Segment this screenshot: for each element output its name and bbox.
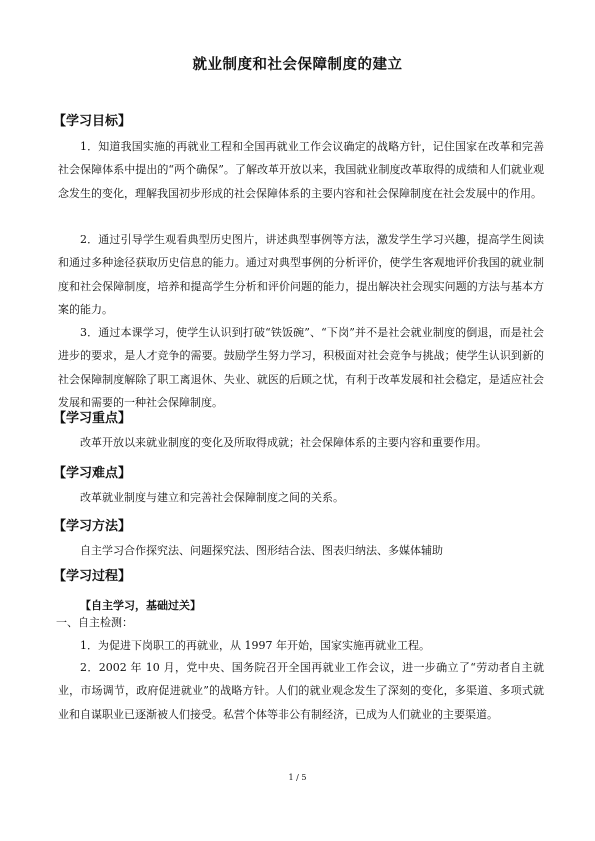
- self-check-label: 一、自主检测：: [56, 616, 133, 629]
- self-check-item-2: 2．2002 年 10 月，党中央、国务院召开全国再就业工作会议，进一步确立了“劳动者自主就业，市场调节，政府促进就业”的战略方针。人们的就业观念发生了深刻的变化，多渠道、多项式就业和自谋职业已逐渐被人们接受。私营个体等非公有制经济，已成为人们就业的主要渠道。: [58, 661, 544, 721]
- self-study-subheading: 【自主学习，基础过关】: [80, 599, 201, 612]
- objective-paragraph-3: 3．通过本课学习，使学生认识到打破“铁饭碗”、“下岗”并不是社会就业制度的倒退，而是社会进步的要求，是人才竞争的需要。鼓励学生努力学习，积极面对社会竞争与挑战；使学生认识到新的社会保障制度解除了职工离退休、失业、就医的后顾之忧，有利于改革发展和社会稳定，是适应社会发展和需要的一种社会保障制度。: [58, 326, 544, 410]
- section-heading-difficulties: 【学习难点】: [53, 466, 132, 481]
- section-heading-methods: 【学习方法】: [53, 519, 132, 534]
- objective-paragraph-2: 2．通过引导学生观看典型历史图片，讲述典型事例等方法，激发学生学习兴趣，提高学生阅读和通过多种途径获取历史信息的能力。通过对典型事例的分析评价，使学生客观地评价我国的就业制度和社会保障制度，培养和提高学生分析和评价问题的能力，提出解决社会现实问题的方法与基本方案的能力。: [58, 233, 544, 317]
- methods-text: 自主学习合作探究法、问题探究法、图形结合法、图表归纳法、多媒体辅助: [80, 544, 443, 557]
- section-heading-objectives: 【学习目标】: [53, 114, 132, 129]
- section-heading-process: 【学习过程】: [53, 569, 132, 584]
- page-number: 1 / 5: [288, 773, 307, 782]
- section-heading-key-points: 【学习重点】: [53, 411, 132, 426]
- page-title: 就业制度和社会保障制度的建立: [192, 57, 403, 73]
- self-check-item-1: 1．为促进下岗职工的再就业，从 1997 年开始，国家实施再就业工程。: [80, 639, 430, 652]
- difficulties-text: 改革就业制度与建立和完善社会保障制度之间的关系。: [80, 491, 344, 504]
- key-points-text: 改革开放以来就业制度的变化及所取得成就；社会保障体系的主要内容和重要作用。: [80, 436, 487, 449]
- objective-paragraph-1: 1．知道我国实施的再就业工程和全国再就业工作会议确定的战略方针，记住国家在改革和完善社会保障体系中提出的“两个确保”。了解改革开放以来，我国就业制度改革取得的成绩和人们就业观念发生的变化，理解我国初步形成的社会保障体系的主要内容和社会保障制度在社会发展中的作用。: [58, 140, 544, 200]
